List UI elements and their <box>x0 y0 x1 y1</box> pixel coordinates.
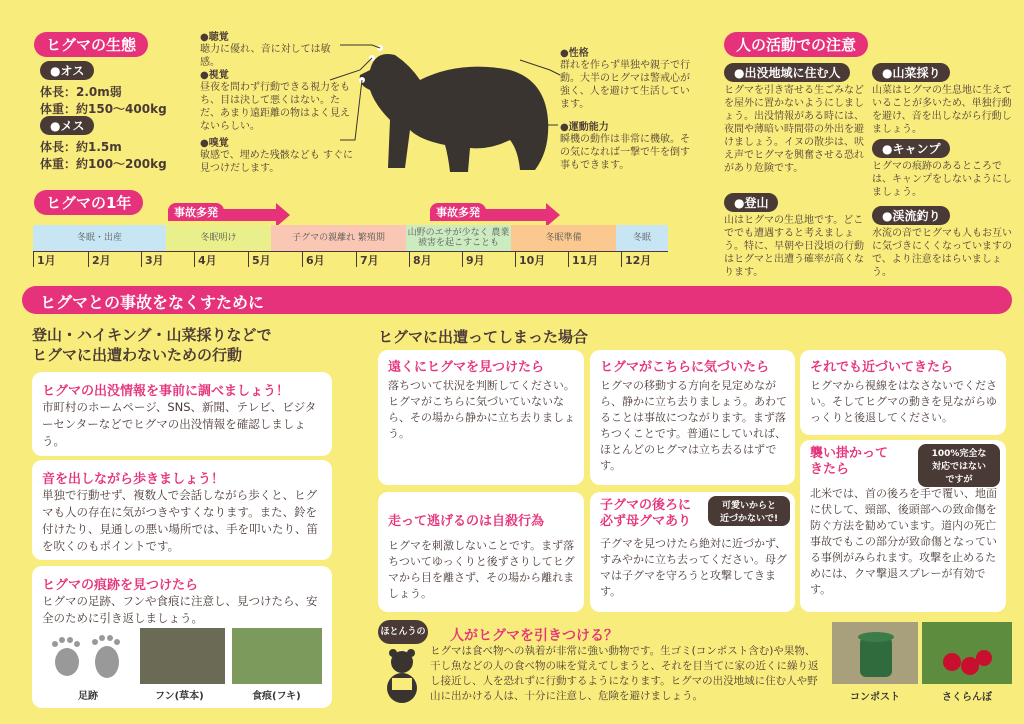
motor-label: ●運動能力 <box>560 122 609 133</box>
accident-badge-2: 事故多発 <box>430 203 486 221</box>
feeding-trace-photo <box>232 628 322 684</box>
card-cub <box>590 492 795 612</box>
month-label: 11月 <box>572 254 599 267</box>
smell-text: 敏感で、埋めた残骸なども すぐに見つけだします。 <box>200 150 353 174</box>
card-far <box>378 350 584 485</box>
footprint-icon <box>45 630 130 685</box>
month-label: 7月 <box>360 254 379 267</box>
human-title: 人の活動での注意 <box>724 32 868 57</box>
living-text: ヒグマを引き寄せる生ごみなどを屋外に置かないようにしましょう。出没情報がある時には、夜間や薄暗い時間帯の外出を避けましょう。イヌの散歩は、吠え声でヒグマを興奮させる恐れがあり危険です。 <box>724 85 864 174</box>
period-wakeup: 冬眠明け <box>166 225 271 251</box>
card-noticed-body: ヒグマの移動する方向を見定めながら、静かに立ち去りましょう。あわてることは事故につながります。まず落ちつくことです。普通にしていれば、ほとんどのヒグマは立ち去るはずです。 <box>600 379 787 472</box>
fishing-label: ●渓流釣り <box>872 206 950 225</box>
bear-reading-icon <box>382 648 422 703</box>
female-length: 体長：約1.5m <box>40 140 122 154</box>
camp-block <box>872 138 1012 199</box>
smell-label: ●嗅覚 <box>200 138 229 149</box>
tip-sound <box>32 460 332 560</box>
period-food-shortage: 山野のエサが少なく 農業被害を起こすことも <box>406 225 511 251</box>
sansai-text: 山菜はヒグマの生息地に生えていることが多いため、単独行動を避け、音を出しながら行動しましょう。 <box>872 85 1012 135</box>
card-still-heading: それでも近づいてきたら <box>810 360 954 375</box>
month-label: 2月 <box>92 254 111 267</box>
tip-trace-heading: ヒグマの痕跡を見つけたら <box>42 578 199 593</box>
tip-info <box>32 372 332 456</box>
compost-photo <box>832 622 918 684</box>
male-length: 体長：2.0m弱 <box>40 85 122 99</box>
month-label: 12月 <box>625 254 652 267</box>
living-label: ●出没地域に住む人 <box>724 63 850 82</box>
living-block <box>724 62 864 175</box>
hearing-label: ●聴覚 <box>200 32 229 43</box>
nature-text: 群れを作らず単独や親子で行動。大半のヒグマは警戒心が強く、人を避けて生活しています。 <box>560 60 690 110</box>
male-weight: 体重：約150〜400kg <box>40 102 167 116</box>
story-heading: 人がヒグマを引きつける？ <box>450 628 618 644</box>
card-noticed-heading: ヒグマがこちらに気づいたら <box>600 360 770 375</box>
tip-sound-body: 単独で行動せず、複数人で会話しながら歩くと、ヒグマも人の存在に気がつきやすくなります。また、鈴を付けたり、見通しの悪い場所では、手を叩いたり、笛を吹くのもポイントです。 <box>42 488 318 553</box>
leader-lines <box>0 0 1024 200</box>
card-noticed <box>590 350 795 485</box>
tip-sound-heading: 音を出しながら歩きましょう！ <box>42 472 225 487</box>
nature-label: ●性格 <box>560 48 589 59</box>
encounter-title: ヒグマに出遭ってしまった場合 <box>378 328 589 346</box>
sansai-label: ●山菜採り <box>872 63 950 82</box>
ecology-title: ヒグマの生態 <box>34 32 148 57</box>
caption-feeding: 食痕(フキ) <box>252 691 301 702</box>
card-run <box>378 492 584 612</box>
card-far-body: 落ちついて状況を判断してください。ヒグマがこちらに気づいていないなら、その場から静かに立ち去りましょう。 <box>388 379 575 440</box>
climb-label: ●登山 <box>724 193 778 212</box>
card-attack-heading: 襲い掛かって きたら <box>810 446 889 477</box>
sansai-block <box>872 62 1012 136</box>
card-attack-badge: 100%完全な 対応ではない ですが <box>918 444 1000 487</box>
fishing-text: 水流の音でヒグマも人もお互いに気づきにくくなっていますので、より注意をはらいましょう。 <box>872 228 1012 278</box>
female-label: ●メス <box>40 116 94 135</box>
card-cub-badge: 可愛いからと 近づかないで! <box>708 496 790 526</box>
caption-dung: フン(草本) <box>155 691 204 702</box>
period-prep: 冬眠準備 <box>511 225 616 251</box>
month-label: 10月 <box>519 254 546 267</box>
accident-banner: ヒグマとの事故をなくすために <box>22 286 1012 314</box>
card-still-body: ヒグマから視線をはなさないでください。そしてヒグマの動きを見ながらゆっくりと後退してください。 <box>810 379 997 424</box>
month-label: 8月 <box>413 254 432 267</box>
camp-text: ヒグマの痕跡のあるところでは、キャンプをしないようにしましょう。 <box>872 161 1012 198</box>
caption-compost: コンポスト <box>850 692 900 703</box>
card-run-body: ヒグマを刺激しないことです。まず落ちついてゆっくりと後ずさりしてヒグマから目を離さず、その場から離れましょう。 <box>388 539 575 600</box>
period-winter: 冬眠 <box>616 225 668 251</box>
male-label: ●オス <box>40 61 94 80</box>
caption-cherry: さくらんぼ <box>942 692 992 703</box>
card-attack <box>800 440 1006 612</box>
story-body: ヒグマは食べ物への執着が非常に強い動物です。生ゴミ(コンポスト含む)や果物、干し魚などの人の食べ物の味を覚えてしまうと、それを目当てに家の近くに繰り返し接近し、人を恐れずに行動するようになります。ヒグマの出没地域に住む人や野山に出かける人は、十分に注意し、危険を避けましょう。 <box>430 645 819 702</box>
vision-text: 昼夜を問わず行動できる視力をもち、目は決して悪くはない。ただ、あまり遠距離の物はよく見えないらしい。 <box>200 82 350 132</box>
tip-info-body: 市町村のホームページ、SNS、新聞、テレビ、ビジターセンターなどでヒグマの出没情報を確認しましょう。 <box>42 400 317 448</box>
caption-footprint: 足跡 <box>78 691 98 702</box>
year-title: ヒグマの1年 <box>34 190 143 215</box>
camp-label: ●キャンプ <box>872 139 950 158</box>
cherry-photo <box>922 622 1012 684</box>
month-label: 5月 <box>252 254 271 267</box>
card-cub-heading: 子グマの後ろに 必ず母グマあり <box>600 498 692 529</box>
card-far-heading: 遠くにヒグマを見つけたら <box>388 360 545 375</box>
dung-photo <box>140 628 225 684</box>
card-still <box>800 350 1006 435</box>
left-heading: 登山・ハイキング・山菜採りなどで ヒグマに出遭わないための行動 <box>32 326 272 364</box>
card-attack-body: 北米では、首の後ろを手で覆い、地面に伏して、頸部、後頭部への致命傷を防ぐ方法を勧めています。道内の死亡事故でもこの部分が致命傷となっている事例がみられます。攻撃を止めるためには、クマ撃退スプレーが有効です。 <box>810 487 997 596</box>
nature-block <box>560 44 690 111</box>
fishing-block <box>872 205 1012 279</box>
tip-trace-body: ヒグマの足跡、フンや食痕に注意し、見つけたら、安全のために引き返しましょう。 <box>42 594 318 625</box>
female-weight: 体重：約100〜200kg <box>40 157 167 171</box>
vision-label: ●視覚 <box>200 70 229 81</box>
climb-block <box>724 192 864 279</box>
tip-info-heading: ヒグマの出没情報を事前に調べましょう！ <box>42 384 290 399</box>
story-tag: ほとんうの <box>378 620 428 644</box>
climb-text: 山はヒグマの生息地です。どこででも遭遇すると考えましょう。特に、早朝や日没頃の行動はヒグマと出遭う確率が高くなります。 <box>724 215 864 278</box>
month-label: 1月 <box>37 254 56 267</box>
accident-badge-1: 事故多発 <box>168 203 224 221</box>
card-cub-body: 子グマを見つけたら絶対に近づかず、すみやかに立ち去ってください。母グマは子グマを守ろうと攻撃してきます。 <box>600 537 787 598</box>
hearing-text: 聴力に優れ、音に対しては敏感。 <box>200 44 331 68</box>
month-label: 6月 <box>306 254 325 267</box>
card-run-heading: 走って逃げるのは自殺行為 <box>388 514 545 529</box>
month-label: 3月 <box>145 254 164 267</box>
period-hibernation: 冬眠・出産 <box>33 225 166 251</box>
month-label: 9月 <box>466 254 485 267</box>
period-breeding: 子グマの親離れ 繁殖期 <box>271 225 406 251</box>
motor-block <box>560 118 690 172</box>
month-label: 4月 <box>198 254 217 267</box>
motor-text: 瞬機の動作は非常に機敏。その気になれば一撃で牛を倒す事もできます。 <box>560 134 690 171</box>
